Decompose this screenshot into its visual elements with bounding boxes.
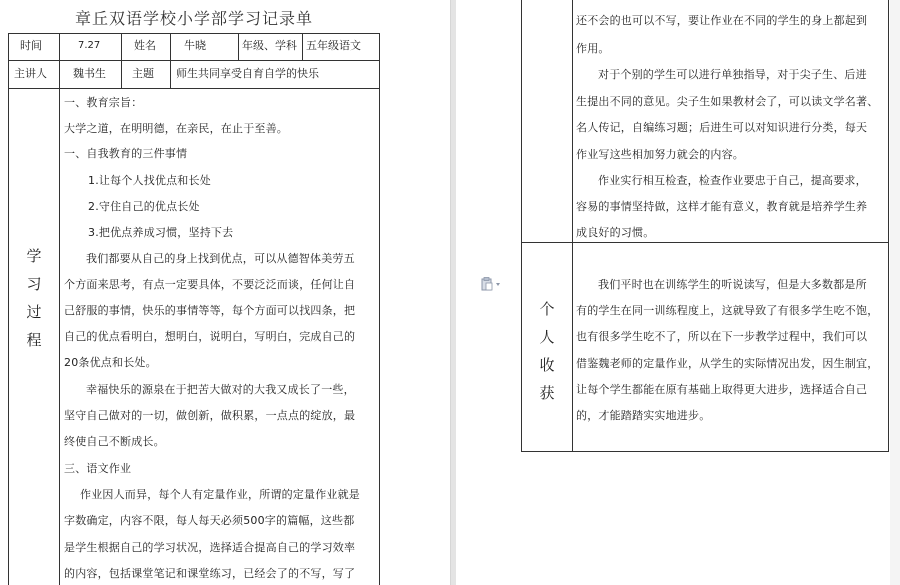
gain-line-1: 我们平时也在训练学生的听说读写，但是大多数都是所 [598, 278, 867, 291]
left-line-11: 20条优点和长处。 [64, 356, 157, 369]
name-label: 姓名 [134, 39, 156, 52]
speaker-label: 主讲人 [14, 67, 47, 80]
right-line-1: 还不会的也可以不写，要让作业在不同的学生的身上都起到 [576, 14, 868, 27]
left-line-5: 2.守住自己的优点长处 [88, 200, 200, 213]
left-line-19: 的内容，包括课堂笔记和课堂练习，已经会了的不写，写了 [64, 567, 356, 580]
left-line-15: 三、语文作业 [64, 462, 132, 475]
left-line-4: 1.让每个人找优点和长处 [88, 174, 211, 187]
left-line-2: 大学之道，在明明德，在亲民，在止于至善。 [64, 122, 288, 135]
left-line-9: 己舒服的事情，快乐的事情等等，每个方面可以找四条，把 [64, 304, 356, 317]
left-line-17: 字数确定，内容不限，每人每天必须500字的篇幅，这些都 [64, 514, 355, 527]
topic-label: 主题 [132, 67, 154, 80]
document-title: 章丘双语学校小学部学习记录单 [74, 9, 313, 28]
left-line-7: 我们都要从自己的身上找到优点，可以从德智体美劳五 [86, 252, 355, 265]
topic-value: 师生共同享受自育自学的快乐 [176, 67, 319, 80]
gain-line-4: 借鉴魏老师的定量作业，从学生的实际情况出发，因生制宜， [576, 357, 879, 370]
personal-gain-label: 个 人 收 获 [539, 300, 555, 402]
right-line-2: 作用。 [576, 42, 610, 55]
right-line-5: 名人传记，自编练习题；后进生可以对知识进行分类，每天 [576, 121, 868, 134]
left-line-6: 3.把优点养成习惯，坚持下去 [88, 226, 234, 239]
right-line-6: 作业写这些相加努力就会的内容。 [576, 148, 744, 161]
paste-options-icon[interactable] [481, 276, 503, 290]
gain-line-5: 让每个学生都能在原有基础上取得更大进步，选择适合自己 [576, 383, 868, 396]
time-label: 时间 [20, 39, 42, 52]
right-line-7: 作业实行相互检查，检查作业要忠于自己，提高要求， [598, 174, 867, 187]
left-line-16: 作业因人而异，每个人有定量作业，所谓的定量作业就是 [80, 488, 360, 501]
left-line-1: 一、教育宗旨： [64, 96, 143, 109]
left-line-8: 个方面来思考，有点一定要具体，不要泛泛而谈，任何让自 [64, 278, 356, 291]
left-line-13: 坚守自己做对的一切，做创新，做积累，一点点的绽放，最 [64, 409, 356, 422]
study-process-label: 学 习 过 程 [26, 247, 42, 349]
grade-value: 五年级语文 [306, 39, 361, 52]
right-margin [890, 0, 900, 585]
left-line-12: 幸福快乐的源泉在于把苦大做对的大我又成长了一些， [86, 383, 355, 396]
time-value: 7.27 [78, 40, 101, 51]
right-line-4: 生提出不同的意见。尖子生如果教材会了，可以读文学名著、 [576, 95, 879, 108]
left-line-18: 是学生根据自己的学习状况，选择适合提高自己的学习效率 [64, 541, 356, 554]
grade-label: 年级、学科 [242, 39, 297, 52]
left-line-10: 自己的优点看明白，想明白，说明白，写明白，完成自己的 [64, 330, 356, 343]
right-line-3: 对于个别的学生可以进行单独指导，对于尖子生、后进 [598, 68, 867, 81]
name-value: 牛晓 [184, 39, 206, 52]
gain-line-2: 有的学生在同一训练程度上，这就导致了有很多学生吃不饱， [576, 304, 879, 317]
page-gutter [450, 0, 456, 585]
gain-line-6: 的，才能踏踏实实地进步。 [576, 409, 711, 422]
right-line-9: 成良好的习惯。 [576, 226, 655, 239]
speaker-value: 魏书生 [73, 67, 106, 80]
gain-line-3: 也有很多学生吃不了，所以在下一步教学过程中，我们可以 [576, 330, 868, 343]
right-line-8: 容易的事情坚持做，这样才能有意义，教育就是培养学生养 [576, 200, 868, 213]
left-line-14: 终使自己不断成长。 [64, 435, 165, 448]
left-line-3: 一、自我教育的三件事情 [64, 147, 188, 160]
